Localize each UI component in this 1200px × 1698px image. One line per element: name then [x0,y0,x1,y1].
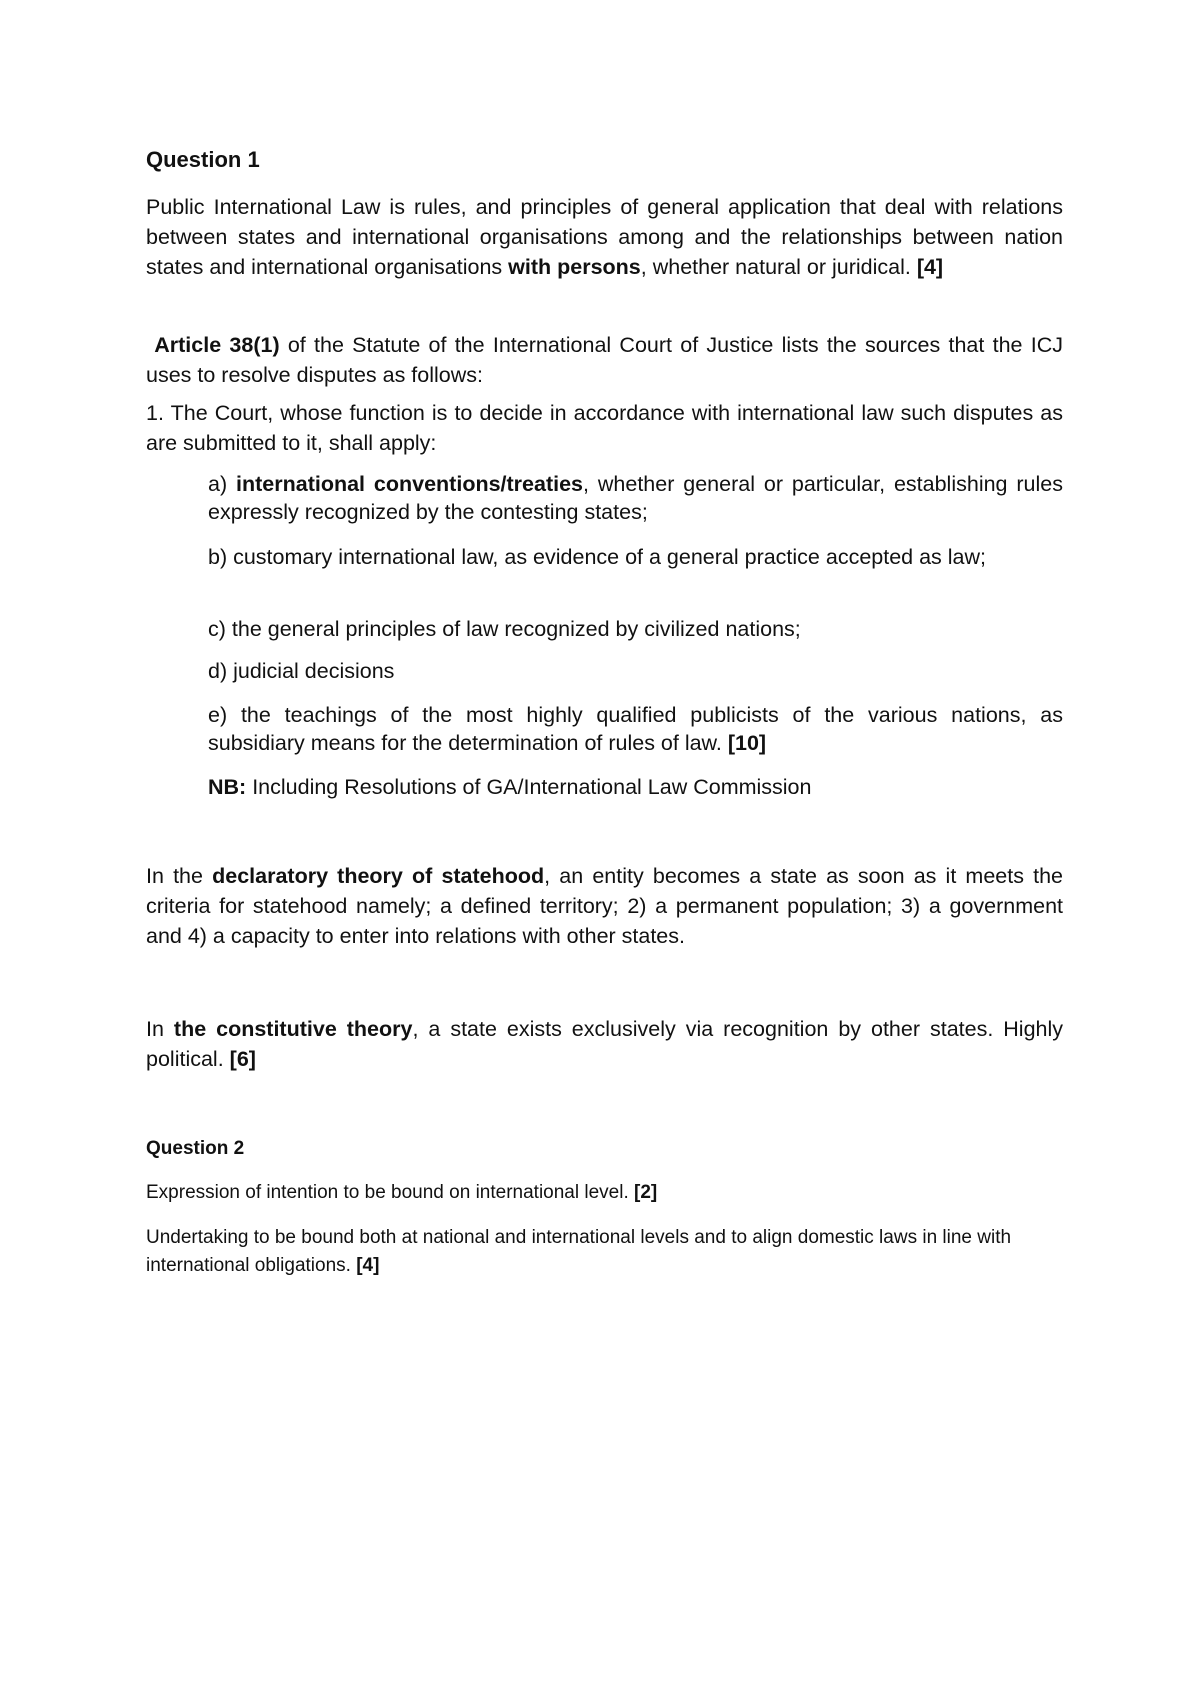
ratification-text: Undertaking to be bound both at national and international levels and to align domestic laws in line with international obligations. [146,1227,1012,1276]
mark-4: [4] [916,255,944,279]
court-paragraph: 1. The Court, whose function is to decide in accordance with international law such disputes as are submitted to it, shall apply: [146,401,1063,455]
declaratory-text-start: In the [146,864,213,888]
question-1-heading: Question 1 [146,147,260,172]
list-item-e-text: e) the teachings of the most highly qualified publicists of the various nations, as subsidiary means for the determination of rules of law. [208,703,1063,755]
declaratory-term: declaratory theory of statehood [212,864,545,888]
mark-10: [10] [727,731,767,755]
list-item-a [208,470,1063,526]
constitutive-paragraph [146,1014,1063,1074]
question-2-heading: Question 2 [146,1138,245,1159]
article-text: of the Statute of the International Court of Justice lists the sources that the ICJ uses to resolve disputes as follows: [146,333,1063,387]
nb-label: NB: [208,775,247,799]
definition-bold-phrase: with persons [508,255,641,279]
document-page [146,0,1063,1698]
nb-text: Including Resolutions of GA/International Law Commission [246,775,812,799]
list-item-c: c) the general principles of law recognized by civilized nations; [208,617,801,641]
nb-note [208,773,1063,801]
article-reference: Article 38(1) [154,333,280,357]
ratification-paragraph [146,1224,1063,1280]
constitutive-term: the constitutive theory [173,1017,413,1041]
signature-text: Expression of intention to be bound on international level. [146,1182,634,1203]
list-item-a-text: , whether general or particular, establishing rules expressly recognized by the contesting states; [208,472,1064,524]
definition-text-end: , whether natural or juridical. [640,255,917,279]
list-item-a-bold: international conventions/treaties [236,472,584,496]
signature-paragraph [146,1179,1063,1207]
definition-text: Public International Law is rules, and principles of general application that deal with relations between states and international organisations among and the relationships between nation states and international organisations [146,195,1063,279]
list-item-e [208,701,1063,757]
mark-6: [6] [229,1047,256,1071]
constitutive-text-start: In [146,1017,174,1041]
mark-2: [2] [634,1182,658,1203]
list-item-a-prefix: a) [208,472,237,496]
list-item-b: b) customary international law, as evidence of a general practice accepted as law; [208,545,987,569]
mark-4-q2: [4] [356,1255,380,1276]
definition-paragraph [146,192,1063,282]
constitutive-text: , a state exists exclusively via recognition by other states. Highly political. [146,1017,1064,1071]
article-paragraph [146,330,1063,390]
declaratory-paragraph [146,861,1063,951]
list-item-d: d) judicial decisions [208,659,395,683]
declaratory-text: , an entity becomes a state as soon as it meets the criteria for statehood namely; a defined territory; 2) a permanent population; 3) a government and 4) a capacity to enter into relations with other states. [146,864,1063,948]
